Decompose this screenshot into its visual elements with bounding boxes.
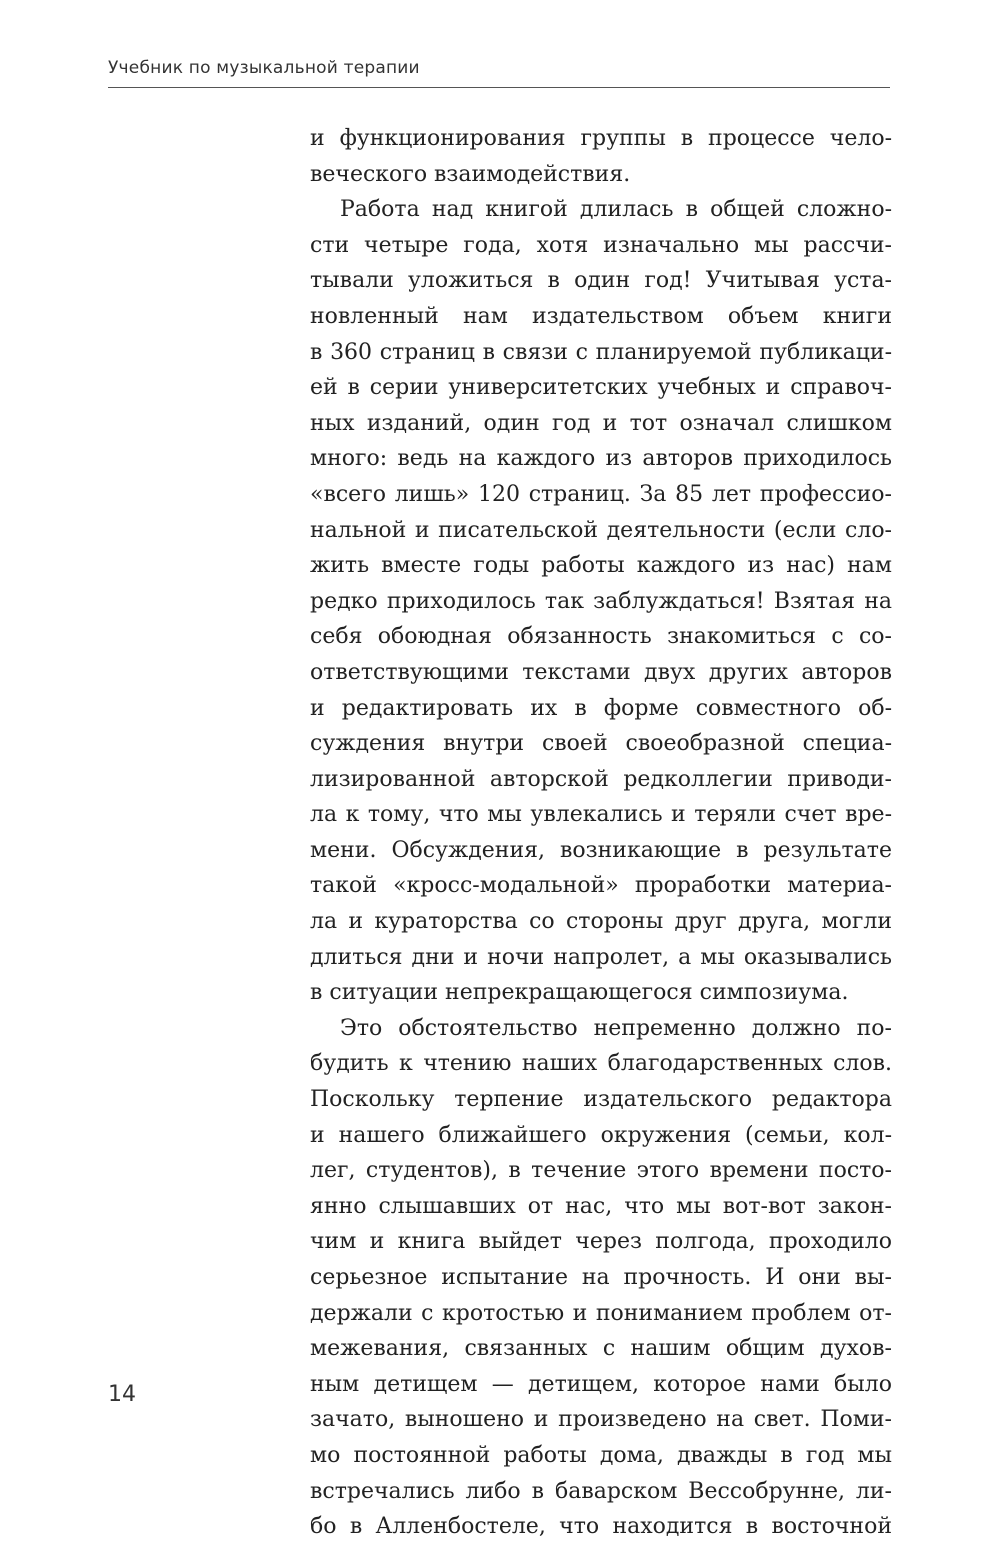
text-line: в ситуации непрекращающегося симпозиума. — [310, 980, 849, 1006]
text-line: тывали уложиться в один год! Учитывая уста- — [310, 268, 892, 294]
text-line: суждения внутри своей своеобразной специа- — [310, 731, 892, 757]
text-line: держали с кротостью и пониманием проблем от- — [310, 1300, 892, 1326]
text-line: ла и кураторства со стороны друг друга, могли — [310, 909, 892, 935]
text-line: Работа над книгой длилась в общей сложно- — [340, 197, 892, 223]
text-line: жить вместе годы работы каждого из нас) нам — [310, 553, 892, 579]
text-line: и функционирования группы в процессе чело- — [310, 126, 892, 151]
text-line: мени. Обсуждения, возникающие в результате — [310, 837, 892, 863]
text-line: ла к тому, что мы увлекались и теряли счет вре- — [310, 802, 892, 828]
text-line: такой «кросс-модальной» проработки материа- — [310, 873, 892, 899]
text-line: себя обоюдная обязанность знакомиться с со- — [310, 624, 892, 650]
text-line: ных изданий, один год и тот означал слишком — [310, 410, 892, 436]
text-line: чим и книга выйдет через полгода, проходило — [310, 1229, 892, 1255]
text-line: веческого взаимодействия. — [310, 161, 631, 187]
text-line: зачато, выношено и произведено на свет. Поми- — [310, 1407, 892, 1433]
text-line: встречались либо в баварском Вессобрунне, ли- — [310, 1478, 892, 1504]
text-line: ей в серии университетских учебных и справоч- — [310, 375, 892, 401]
text-line: мо постоянной работы дома, дважды в год мы — [310, 1442, 892, 1468]
text-line: «всего лишь» 120 страниц. За 85 лет профессио- — [310, 481, 892, 507]
text-line: будить к чтению наших благодарственных слов. — [310, 1051, 892, 1077]
text-line: бо в Алленбостеле, что находится в восточной — [310, 1514, 892, 1540]
text-line: много: ведь на каждого из авторов приходилось — [310, 446, 892, 472]
page-number: 14 — [108, 1382, 136, 1407]
text-line: межевания, связанных с нашим общим духов- — [310, 1336, 892, 1362]
running-title: Учебник по музыкальной терапии — [108, 58, 420, 78]
text-line: в 360 страниц в связи с планируемой публикаци- — [310, 339, 892, 365]
text-line: и редактировать их в форме совместного об- — [310, 695, 892, 721]
text-line: Это обстоятельство непременно должно по- — [340, 1015, 892, 1041]
text-line: лег, студентов), в течение этого времени посто- — [310, 1158, 892, 1184]
body-text — [310, 121, 892, 1545]
text-line: ным детищем — детищем, которое нами было — [310, 1371, 892, 1397]
header-rule — [108, 87, 890, 88]
text-line: длиться дни и ночи напролет, а мы оказывались — [310, 944, 892, 970]
text-line: сти четыре года, хотя изначально мы рассчи- — [310, 232, 892, 258]
text-line: серьезное испытание на прочность. И они вы- — [310, 1265, 892, 1290]
text-line: редко приходилось так заблуждаться! Взятая на — [310, 588, 892, 614]
text-line: янно слышавших от нас, что мы вот-вот закон- — [310, 1193, 892, 1219]
text-line: ответствующими текстами двух других авторов — [310, 659, 892, 685]
text-line: лизированной авторской редколлегии приводи- — [310, 766, 892, 792]
text-line: нальной и писательской деятельности (если сло- — [310, 517, 892, 543]
text-line: и нашего ближайшего окружения (семьи, кол- — [310, 1122, 892, 1148]
text-line: новленный нам издательством объем книги — [310, 303, 892, 329]
text-line: Поскольку терпение издательского редактора — [310, 1087, 892, 1113]
